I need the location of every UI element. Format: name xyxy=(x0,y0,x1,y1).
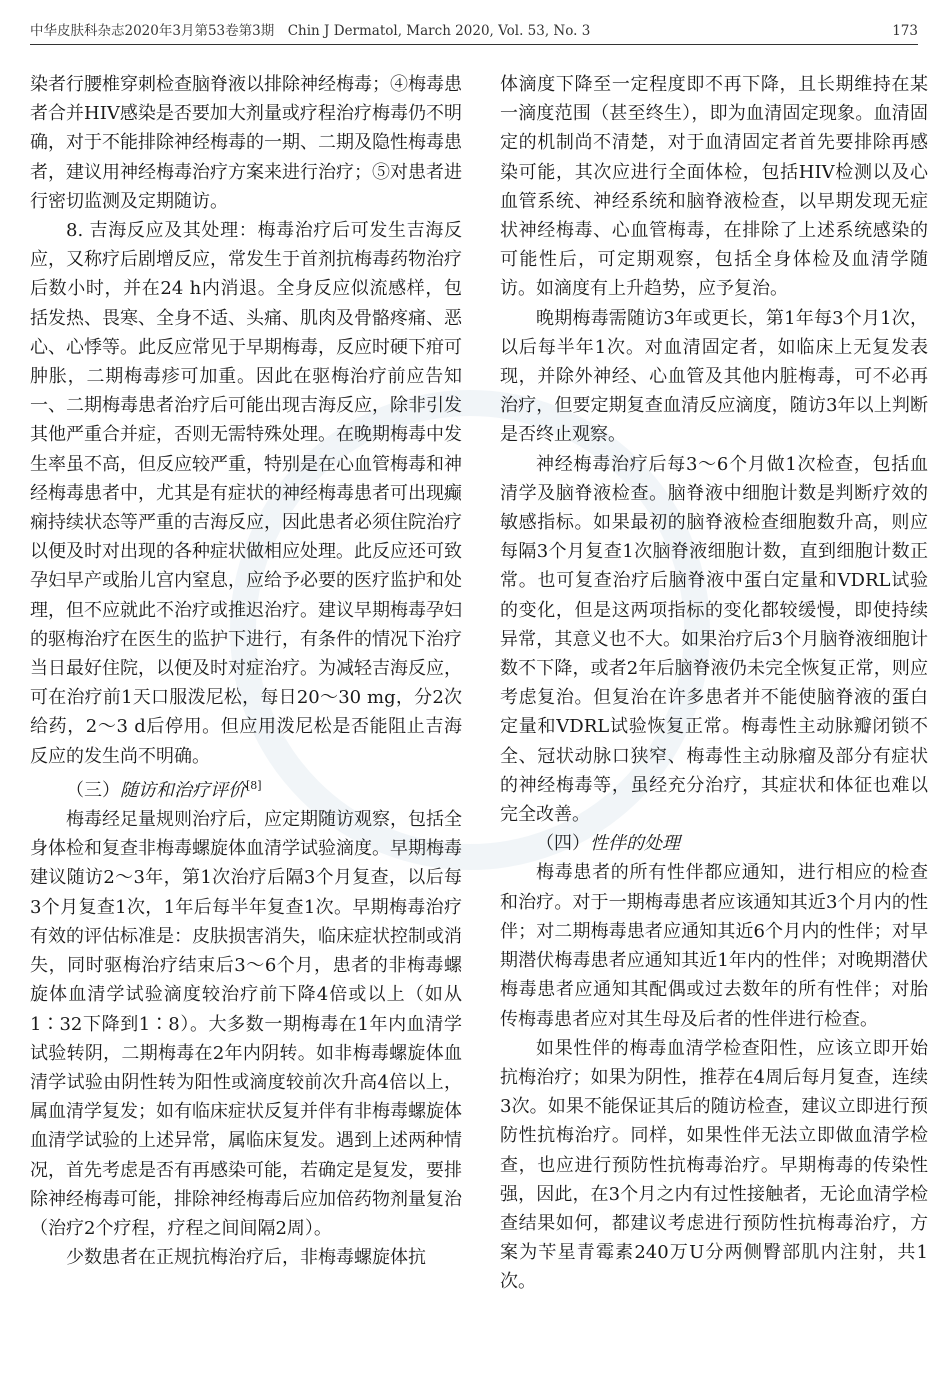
section-title: 性伴的处理 xyxy=(590,833,680,855)
paragraph: 如果性伴的梅毒血清学检查阳性，应该立即开始抗梅治疗；如果为阴性，推荐在4周后每月复查，连续3次。如果不能保证其后的随访检查，建议立即进行预防性抗梅治疗。同样，如果性伴无法立即做血清学检查，也应进行预防性抗梅毒治疗。早期梅毒的传染性强，因此，在3个月之内有过性接触者，无论血清学检查结果如何，都建议考虑进行预防性抗梅毒治疗，方案为苄星青霉素240万U分两侧臀部肌内注射，共1次。 xyxy=(500,1037,928,1293)
paragraph: 晚期梅毒需随访3年或更长，第1年每3个月1次，以后每半年1次。对血清固定者，如临床上无复发表现，并除外神经、心血管及其他内脏梅毒，可不必再治疗，但要定期复查血清反应滴度，随访3年以上判断是否终止观察。 xyxy=(500,307,928,446)
paragraph: 少数患者在正规抗梅治疗后，非梅毒螺旋体抗 xyxy=(66,1247,426,1269)
paragraph: 梅毒患者的所有性伴都应通知，进行相应的检查和治疗。对于一期梅毒患者应该通知其近3个月内的性伴；对二期梅毒患者应通知其近6个月内的性伴；对早期潜伏梅毒患者应通知其近1年内的性伴；对晚期潜伏梅毒患者应通知其配偶或过去数年的所有性伴；对胎传梅毒患者应对其生母及后者的性伴进行检查。 xyxy=(500,862,928,1030)
paragraph-jarisch-herxheimer: 8. 吉海反应及其处理：梅毒治疗后可发生吉海反应，又称疗后剧增反应，常发生于首剂抗梅毒药物治疗后数小时，并在24 h内消退。全身反应似流感样，包括发热、畏寒、全身不适、头痛、肌肉及骨骼疼痛、恶心、心悸等。此反应常见于早期梅毒，反应时硬下疳可肿胀，二期梅毒疹可加重。因此在驱梅治疗前应告知一、二期梅毒患者治疗后可能出现吉海反应，除非引发其他严重合并症，否则无需特殊处理。在晚期梅毒中发生率虽不高，但反应较严重，特别是在心血管梅毒和神经梅毒患者中，尤其是有症状的神经梅毒患者可出现癫痫持续状态等严重的吉海反应，因此患者必须住院治疗以便及时对出现的各种症状做相应处理。此反应还可致孕妇早产或胎儿宫内窒息，应给予必要的医疗监护和处理，但不应就此不治疗或推迟治疗。建议早期梅毒孕妇的驱梅治疗在医生的监护下进行，有条件的情况下治疗当日最好住院，以便及时对症治疗。为减轻吉海反应，可在治疗前1天口服泼尼松，每日20～30 mg，分2次给药，2～3 d后停用。但应用泼尼松是否能阻止吉海反应的发生尚不明确。 xyxy=(30,220,462,767)
paragraph: 体滴度下降至一定程度即不再下降，且长期维持在某一滴度范围（甚至终生），即为血清固定现象。血清固定的机制尚不清楚，对于血清固定者首先要排除再感染可能，其次应进行全面体检，包括HIV检测以及心血管系统、神经系统和脑脊液检查，以早期发现无症状神经梅毒、心血管梅毒，在排除了上述系统感染的可能性后，可定期观察，包括全身体检及血清学随访。如滴度有上升趋势，应予复治。 xyxy=(500,74,928,300)
paragraph: 梅毒经足量规则治疗后，应定期随访观察，包括全身体检和复查非梅毒螺旋体血清学试验滴度。早期梅毒建议随访2～3年，第1次治疗后隔3个月复查，以后每3个月复查1次，1年后每半年复查1次。早期梅毒治疗有效的评估标准是：皮肤损害消失，临床症状控制或消失，同时驱梅治疗结束后3～6个月，患者的非梅毒螺旋体血清学试验滴度较治疗前下降4倍或以上（如从1∶32下降到1∶8）。大多数一期梅毒在1年内血清学试验转阴，二期梅毒在2年内阴转。如非梅毒螺旋体血清学试验由阴性转为阳性或滴度较前次升高4倍以上，属血清学复发；如有临床症状反复并伴有非梅毒螺旋体血清学试验的上述异常，属临床复发。遇到上述两种情况，首先考虑是否有再感染可能，若确定是复发，要排除神经梅毒可能，排除神经梅毒后应加倍药物剂量复治（治疗2个疗程，疗程之间间隔2周）。 xyxy=(30,809,462,1239)
paragraph: 神经梅毒治疗后每3～6个月做1次检查，包括血清学及脑脊液检查。脑脊液中细胞计数是判断疗效的敏感指标。如果最初的脑脊液检查细胞数升高，则应每隔3个月复查1次脑脊液细胞计数，直到细胞计数正常。也可复查治疗后脑脊液中蛋白定量和VDRL试验的变化，但是这两项指标的变化都较缓慢，即使持续异常，其意义也不大。如果治疗后3个月脑脊液细胞计数不下降，或者2年后脑脊液仍未完全恢复正常，则应考虑复治。但复治在许多患者并不能使脑脊液的蛋白定量和VDRL试验恢复正常。梅毒性主动脉瓣闭锁不全、冠状动脉口狭窄、梅毒性主动脉瘤及部分有症状的神经梅毒等，虽经充分治疗，其症状和体征也难以完全改善。 xyxy=(500,453,928,826)
section-number: （三） xyxy=(66,779,120,801)
section-title: 随访和治疗评价 xyxy=(120,779,246,801)
page-number: 173 xyxy=(892,23,918,39)
section-number: （四） xyxy=(536,833,590,855)
section-heading-followup xyxy=(30,771,462,805)
citation-ref: [8] xyxy=(246,778,262,792)
journal-citation: 中华皮肤科杂志2020年3月第53卷第3期 Chin J Dermatol, March 2020, Vol. 53, No. 3 xyxy=(30,23,591,39)
section-heading-partners xyxy=(500,829,928,858)
running-header xyxy=(30,18,918,45)
left-column xyxy=(30,70,462,1272)
paragraph: 染者行腰椎穿刺检查脑脊液以排除神经梅毒；④梅毒患者合并HIV感染是否要加大剂量或疗程治疗梅毒仍不明确，对于不能排除神经梅毒的一期、二期及隐性梅毒患者，建议用神经梅毒治疗方案来进行治疗；⑤对患者进行密切监测及定期随访。 xyxy=(30,74,462,212)
right-column xyxy=(500,70,928,1297)
